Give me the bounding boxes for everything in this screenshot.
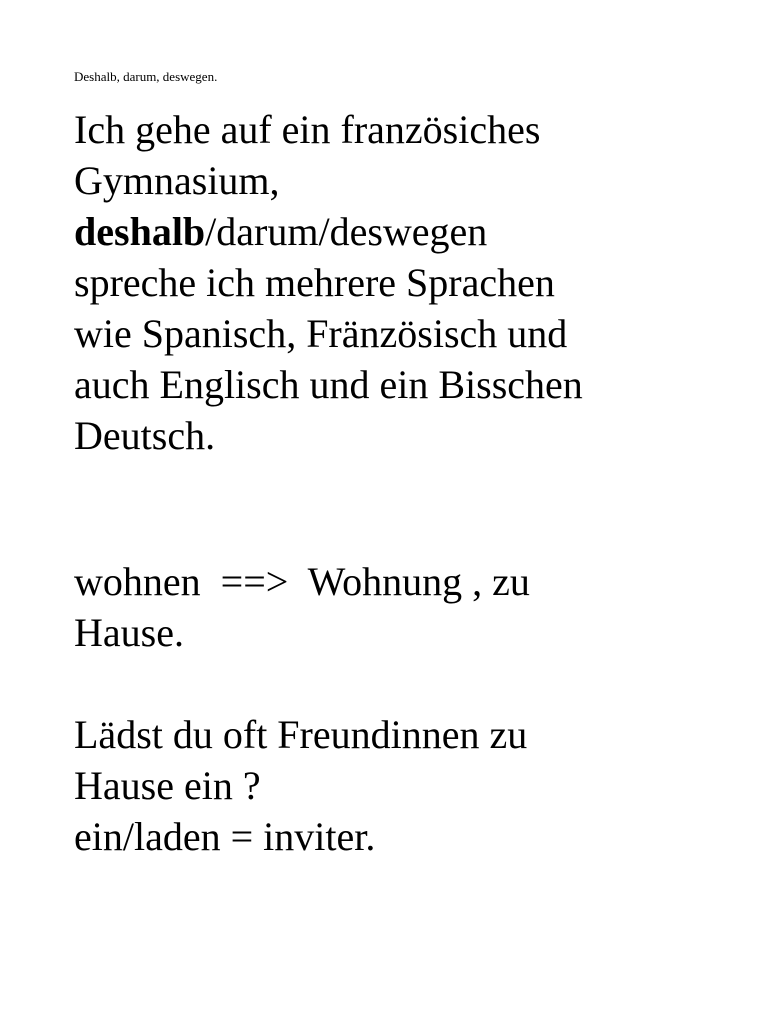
document-heading: Deshalb, darum, deswegen.	[74, 69, 218, 84]
text-line: Gymnasium,	[74, 158, 280, 203]
text-line: spreche ich mehrere Sprachen	[74, 260, 555, 305]
paragraph-einladen	[74, 709, 734, 862]
text-line: ein/laden = inviter.	[74, 814, 376, 859]
paragraph-gymnasium	[74, 104, 734, 461]
text-fragment: /darum/deswegen	[205, 209, 488, 254]
paragraph-wohnen	[74, 556, 734, 658]
text-line: wie Spanisch, Fränzösisch und	[74, 311, 568, 356]
text-line: Hause ein ?	[74, 763, 261, 808]
text-line: Ich gehe auf ein französiches	[74, 107, 541, 152]
text-line: wohnen ==> Wohnung , zu	[74, 559, 530, 604]
text-line-deshalb	[74, 206, 734, 257]
text-line: Deutsch.	[74, 413, 216, 458]
bold-word-deshalb: deshalb	[74, 209, 206, 254]
text-line: Lädst du oft Freundinnen zu	[74, 712, 528, 757]
text-line: Hause.	[74, 610, 184, 655]
text-line: auch Englisch und ein Bisschen	[74, 362, 583, 407]
